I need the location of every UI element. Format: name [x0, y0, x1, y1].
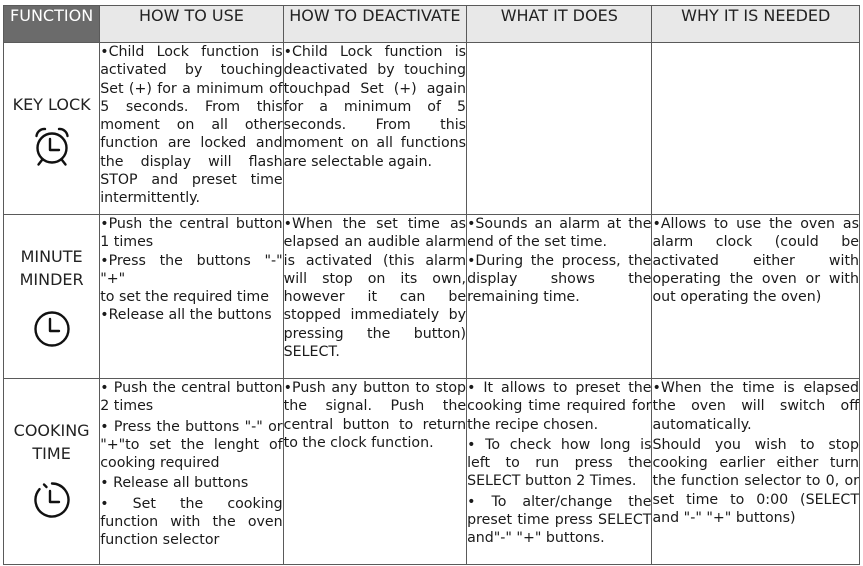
table-row [4, 215, 860, 379]
cooking-time-why-needed [652, 379, 860, 565]
list-item: •When the time is elapsed the oven will switch off automatically. [652, 380, 859, 433]
list-item: •During the process, the display shows the remaining time. [467, 252, 652, 306]
list-item: • To alter/change the preset time press SELECT and"-" "+" buttons. [467, 493, 652, 547]
function-table [3, 5, 860, 565]
cooking-time-what-it-does [467, 379, 652, 565]
alarm-clock-icon [29, 123, 75, 169]
cooking-time-how-to-use [100, 379, 283, 565]
function-name-line1: COOKING [13, 421, 90, 440]
header-what-it-does: WHAT IT DOES [467, 6, 652, 43]
minute-minder-how-to-use [100, 215, 283, 379]
list-item: • Push the central button 2 times [100, 380, 283, 415]
clock-icon [31, 308, 73, 350]
function-cell-cooking-time [4, 379, 100, 565]
list-item: • It allows to preset the cooking time required for the recipe chosen. [467, 380, 652, 433]
function-name-line1: MINUTE [20, 247, 83, 266]
function-cell-key-lock [4, 43, 100, 215]
list-item: • Release all buttons [100, 475, 249, 492]
list-item: •Sounds an alarm at the end of the set time. [467, 216, 652, 251]
list-item: •Push the central button 1 times [100, 216, 283, 251]
key-lock-what-it-does [467, 43, 652, 215]
header-how-to-use: HOW TO USE [100, 6, 283, 43]
list-item: to set the required time [100, 289, 269, 306]
header-row [4, 6, 860, 43]
minute-minder-what-it-does [467, 215, 652, 379]
function-name: KEY LOCK [12, 95, 91, 114]
key-lock-how-to-use: •Child Lock function is activated by touching Set (+) for a minimum of 5 seconds. From this moment on all other function are locked and the display will flash STOP and preset time intermittently. [100, 43, 283, 215]
list-item: • Set the cooking function with the oven function selector [100, 495, 283, 549]
cooking-time-how-to-deactivate: •Push any button to stop the signal. Push the central button to return to the clock function. [283, 379, 466, 565]
key-lock-why-needed [652, 43, 860, 215]
list-item: • Press the buttons "-" or "+"to set the lenght of cooking required [100, 418, 283, 472]
header-why-needed: WHY IT IS NEEDED [652, 6, 860, 43]
header-function: FUNCTION [4, 6, 100, 43]
key-lock-how-to-deactivate: •Child Lock function is deactivated by touching touchpad Set (+) again for a minimum of 5 seconds. From this moment on all functions are selectable again. [283, 43, 466, 215]
function-name-line2: TIME [32, 444, 71, 463]
minute-minder-how-to-deactivate: •When the set time as elapsed an audible alarm is activated (this alarm will stop on its own, however it can be stopped immediately by pressing the button) SELECT. [283, 215, 466, 379]
list-item: • To check how long is left to run press the SELECT button 2 Times. [467, 436, 652, 490]
list-item: •Press the buttons "-" "+" [100, 252, 283, 287]
table-row [4, 43, 860, 215]
minute-minder-why-needed: •Allows to use the oven as alarm clock (could be activated either with operating the oven or with out operating the oven) [652, 215, 860, 379]
table-row [4, 379, 860, 565]
list-item: •Release all the buttons [100, 307, 272, 324]
list-item: Should you wish to stop cooking earlier either turn the function selector to 0, or set time to 0:00 (SELECT and "-" "+" buttons) [652, 436, 859, 527]
timer-clock-icon [31, 479, 73, 521]
header-how-to-deactivate: HOW TO DEACTIVATE [283, 6, 466, 43]
function-cell-minute-minder [4, 215, 100, 379]
function-name-line2: MINDER [19, 270, 84, 289]
